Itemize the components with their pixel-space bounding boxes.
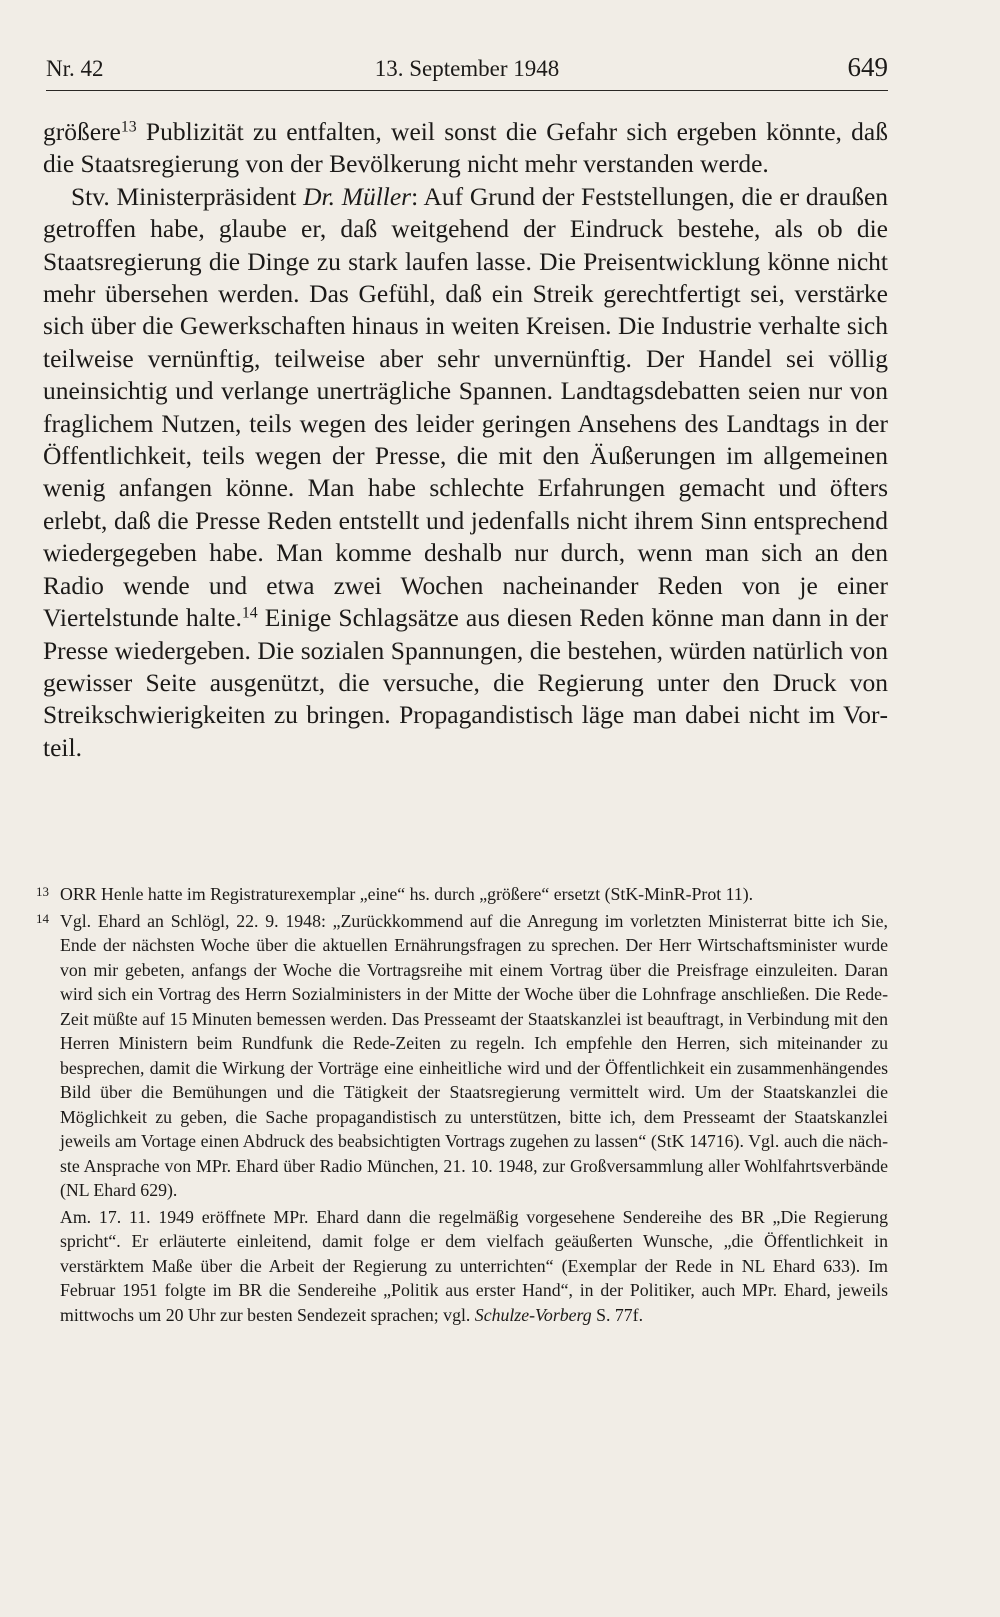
paragraph-2: Stv. Ministerpräsident Dr. Müller: Auf Grund der Feststellungen, die er draußen getroffen habe, glaube er, daß weitgehend der Eindruck bestehe, als ob die Staatsregierung die Dinge zu stark laufen lasse. Die Preisentwicklung könne nicht mehr übersehen werden. Das Gefühl, daß ein Streik gerechtfertigt sei, verstärke sich über die Gewerkschaften hinaus in weiten Kreisen. Die Industrie verhalte sich teilweise vernünftig, teilweise aber sehr unvernünftig. Der Handel sei völlig uneinsichtig und verlange unerträgliche Spannen. Landtagsdebatten seien nur von fraglichem Nutzen, teils wegen des leider geringen Ansehens des Landtags in der Öffentlichkeit, teils wegen der Presse, die mit den Äußerungen im allgemeinen wenig anfangen könne. Man habe schlechte Erfahrungen gemacht und öfters erlebt, daß die Presse Reden entstellt und jedenfalls nicht ihrem Sinn entsprechend wiedergegeben habe. Man komme deshalb nur durch, wenn man sich an den Radio wende und etwa zwei Wochen nacheinander Reden von je einer Viertelstunde halte.$^{14}$ Einige Schlagsätze aus diesen Reden könne man dann in der Presse wiedergeben. Die sozialen Spannungen, die bestehen, würden natürlich von gewisser Seite ausgenützt, die versuche, die Regierung unter den Druck von Streikschwierigkeiten zu bringen. Propagandistisch läge man dabei nicht im Vorteil. [43, 181, 889, 762]
footnote-ref-14: 14 [241, 604, 258, 622]
footnote-text: ORR Henle hatte im Registraturexemplar „eine“ hs. durch „größere“ ersetzt (StK-MinR-Prot 11). [60, 884, 754, 904]
paragraph-1: größere$^{13}$ Publizität zu entfalten, weil sonst die Gefahr sich ergeben könnte, daß die Staatsregierung von der Bevölkerung nicht mehr verstanden werde. [43, 117, 888, 179]
citation-author: Schulze-Vorberg [474, 1304, 592, 1325]
running-header [46, 52, 888, 86]
footnote-ref-13: 13 [120, 118, 137, 136]
footnote-13 [36, 882, 888, 907]
main-text [43, 116, 888, 764]
page-number: 649 [847, 52, 888, 82]
header-date: 13. September 1948 [374, 56, 560, 81]
footnote-number: 14 [36, 910, 49, 926]
speaker-name: Müller [341, 181, 412, 211]
footnotes [36, 882, 888, 1327]
header-rule [46, 90, 888, 91]
issue-number: Nr. 42 [46, 56, 104, 81]
footnote-text: Vgl. Ehard an Schlögl, 22. 9. 1948: „Zurückkommend auf die Anregung im vorletzten Ministerrat bitte ich Sie, Ende der nächsten Woche über die aktuellen Ernährungsfragen zu sprechen. Der Herr Wirtschaftsminister wurde von mir gebeten, anfangs der Woche die Vortragsreihe mit einem Vortrag über die Preisfrage einzuleiten. Daran wird sich ein Vortrag des Herrn Sozialministers in der Mitte der Woche über die Lohnfrage anschließen. Die Rede-Zeit müßte auf 15 Minuten bemessen werden. Das Presseamt der Staatskanzlei ist beauftragt, in Verbindung mit den Herren Ministern beim Rundfunk die Rede-Zeiten zu regeln. Ich empfehle den Herren, sich miteinander zu besprechen, damit die Wirkung der Vorträge eine einheitliche wird und der Öffentlichkeit ein zusammenhängendes Bild über die Bemühungen und die Tätigkeit der Staatsregierung vermittelt wird. Um der Staatskanzlei die Möglichkeit zu geben, die Sache propagandistisch zu unterstützen, bitte ich, dem Presseamt der Staatskanzlei jeweils am Vortage einen Abdruck des beabsichtigten Vortrags zugehen zu lassen“ (StK 14716). Vgl. auch die nächste Ansprache von MPr. Ehard über Radio München, 21. 10. 1948, zur Großversammlung aller Wohlfahrtsverbände (NL Ehard 629). [60, 910, 888, 1200]
speaker-title: Dr. [303, 181, 335, 211]
footnote-14-continuation: Am. 17. 11. 1949 eröffnete MPr. Ehard dann die regelmäßig vorgesehene Sendereihe des BR „Die Regierung spricht“. Er erläuterte einleitend, damit folge er dem vielfach geäußerten Wunsche, „die Öffentlichkeit in verstärktem Maße über die Arbeit der Regierung zu unterrichten“ (Exemplar der Rede in NL Ehard 633). Im Februar 1951 folgte im BR die Sendereihe „Politik aus erster Hand“, in der Politiker, auch MPr. Ehard, jeweils mittwochs um 20 Uhr zur besten Sendezeit sprachen; vgl. Schulze-Vorberg S. 77f. [60, 1206, 888, 1325]
footnote-14 [36, 909, 888, 1203]
footnote-number: 13 [36, 884, 49, 899]
